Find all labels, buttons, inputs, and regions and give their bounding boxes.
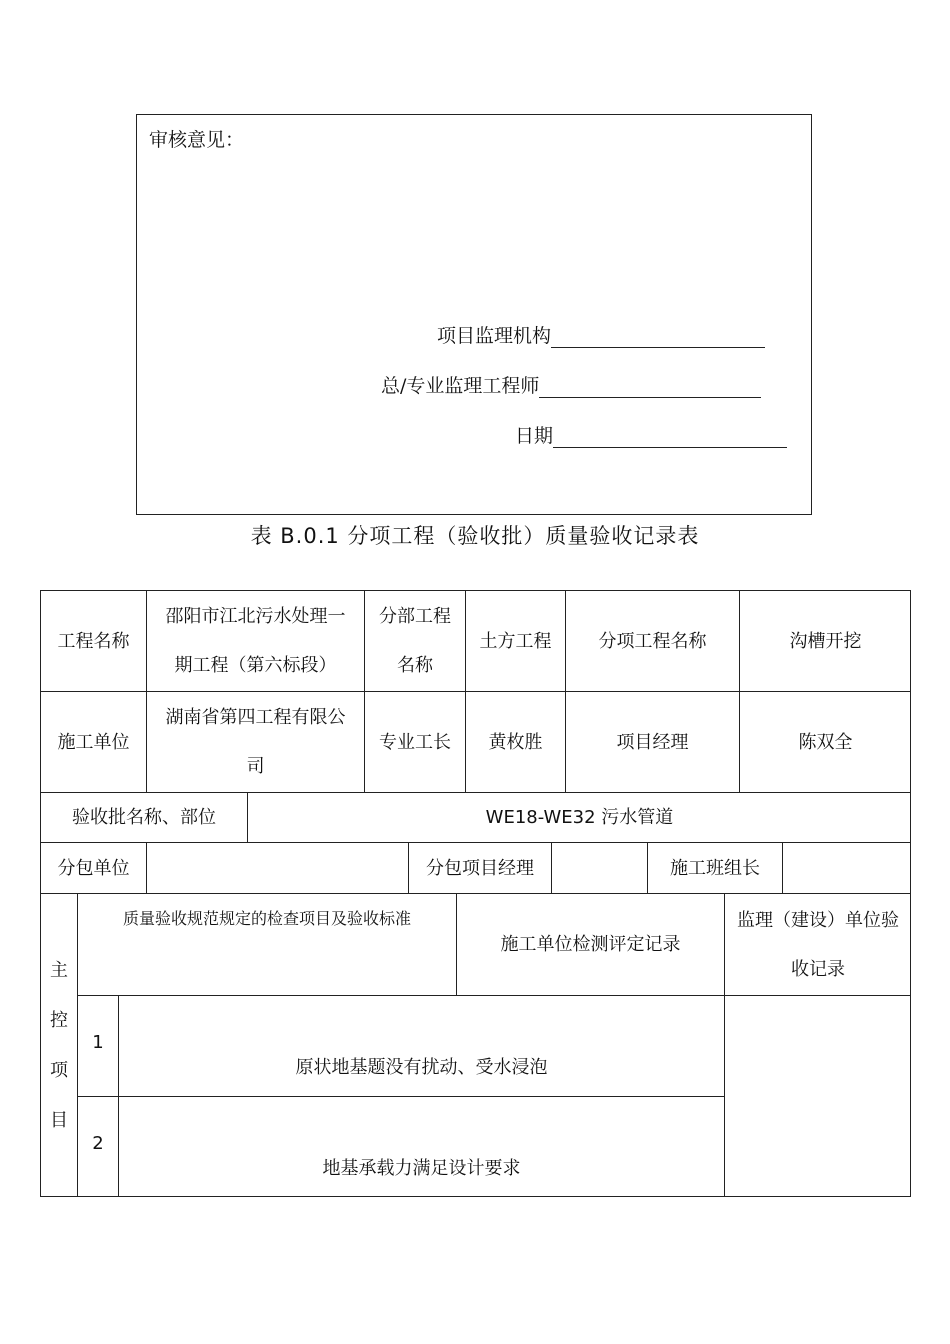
contractor-label: 施工单位 [40,691,146,792]
supervisor-record-line1: 监理（建设）单位验 [737,909,899,931]
item-number: 2 [77,1096,118,1197]
item-text: 原状地基题没有扰动、受水浸泡 [118,995,724,1096]
standard-header: 质量验收规范规定的检查项目及验收标准 [77,893,456,995]
main-control-char-1: 主 [50,959,68,981]
sub-project-label [364,590,465,691]
main-control-char-4: 目 [50,1109,68,1131]
main-control-char-2: 控 [50,1009,68,1031]
project-name-label: 工程名称 [40,590,146,691]
review-box [136,114,812,515]
item-number: 1 [77,995,118,1096]
document-title: 表 B.0.1 分项工程（验收批）质量验收记录表 [250,524,700,548]
subcontractor-label: 分包单位 [40,842,146,893]
project-name-line1: 邵阳市江北污水处理一 [165,606,346,627]
sub-manager-value[interactable] [551,842,647,893]
sub-project-label-line1: 分部工程 [379,606,451,627]
contractor-line1: 湖南省第四工程有限公 [165,707,346,728]
project-name-line2: 期工程（第六标段） [174,655,337,676]
supervision-org-line [437,321,765,348]
contractor-value [146,691,364,792]
sub-project-label-line2: 名称 [397,655,433,676]
subcontractor-value[interactable] [146,842,408,893]
main-control-char-3: 项 [50,1059,68,1081]
supervisor-record-line2: 收记录 [791,958,845,980]
contractor-record-header: 施工单位检测评定记录 [456,893,724,995]
batch-value: WE18-WE32 污水管道 [247,792,911,842]
contractor-line2: 司 [246,756,265,777]
review-label: 审核意见： [149,129,245,151]
team-leader-label: 施工班组长 [647,842,782,893]
date-line [515,421,787,448]
inspection-table [40,590,911,1197]
supervision-org-field[interactable] [551,325,765,348]
batch-label: 验收批名称、部位 [40,792,247,842]
project-name-value [146,590,364,691]
date-label: 日期 [515,425,554,447]
sub-manager-label: 分包项目经理 [408,842,551,893]
item-project-label: 分项工程名称 [565,590,739,691]
item-text: 地基承载力满足设计要求 [118,1096,724,1197]
manager-label: 项目经理 [565,691,739,792]
sub-project-value: 土方工程 [465,590,565,691]
engineer-field[interactable] [539,375,761,398]
item-project-value: 沟槽开挖 [739,590,911,691]
foreman-label: 专业工长 [364,691,465,792]
supervisor-record-cell[interactable] [724,995,911,1197]
engineer-label: 总/专业监理工程师 [381,375,540,397]
team-leader-value[interactable] [782,842,911,893]
foreman-value: 黄枚胜 [465,691,565,792]
date-field[interactable] [553,425,787,448]
main-control-label [40,893,77,1197]
engineer-line [381,371,761,398]
supervision-org-label: 项目监理机构 [437,325,552,347]
supervisor-record-header [724,893,911,995]
manager-value: 陈双全 [739,691,911,792]
